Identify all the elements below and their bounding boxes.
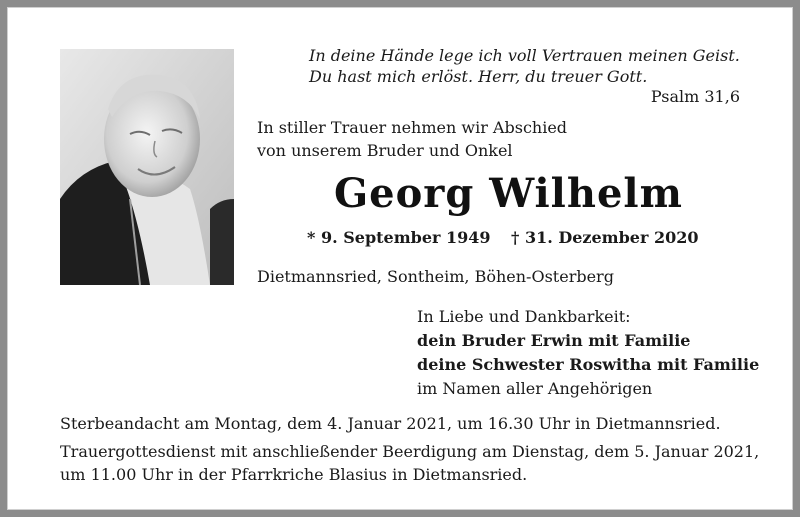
deceased-name: Georg Wilhelm xyxy=(334,170,683,217)
verse-line-2: Du hast mich erlöst. Herr, du treuer Gott. xyxy=(309,67,648,86)
funeral-notice-line-1: Trauergottesdienst mit anschließender Beerdigung am Dienstag, dem 5. Januar 2021, xyxy=(60,442,760,461)
portrait-photo xyxy=(60,49,234,285)
verse-line-1: In deine Hände lege ich voll Vertrauen meinen Geist. xyxy=(309,46,740,65)
mourners-others: im Namen aller Angehörigen xyxy=(417,379,653,398)
mourners-intro: In Liebe und Dankbarkeit: xyxy=(417,307,631,326)
intro-line-1: In stiller Trauer nehmen wir Abschied xyxy=(257,118,568,137)
mourner-sister: deine Schwester Roswitha mit Familie xyxy=(417,355,760,374)
mourners-block xyxy=(417,305,759,401)
mourner-brother: dein Bruder Erwin mit Familie xyxy=(417,331,691,350)
death-date: † 31. Dezember 2020 xyxy=(511,228,699,247)
prayer-notice: Sterbeandacht am Montag, dem 4. Januar 2021, um 16.30 Uhr in Dietmannsried. xyxy=(60,414,721,433)
bible-verse xyxy=(309,45,740,87)
intro-text xyxy=(257,116,567,162)
service-notices xyxy=(60,412,759,486)
places-of-residence: Dietmannsried, Sontheim, Böhen-Osterberg xyxy=(257,267,614,286)
verse-reference: Psalm 31,6 xyxy=(650,87,740,106)
birth-date: * 9. September 1949 xyxy=(307,228,491,247)
intro-line-2: von unserem Bruder und Onkel xyxy=(257,141,513,160)
funeral-notice-line-2: um 11.00 Uhr in der Pfarrkriche Blasius in Dietmansried. xyxy=(60,465,528,484)
